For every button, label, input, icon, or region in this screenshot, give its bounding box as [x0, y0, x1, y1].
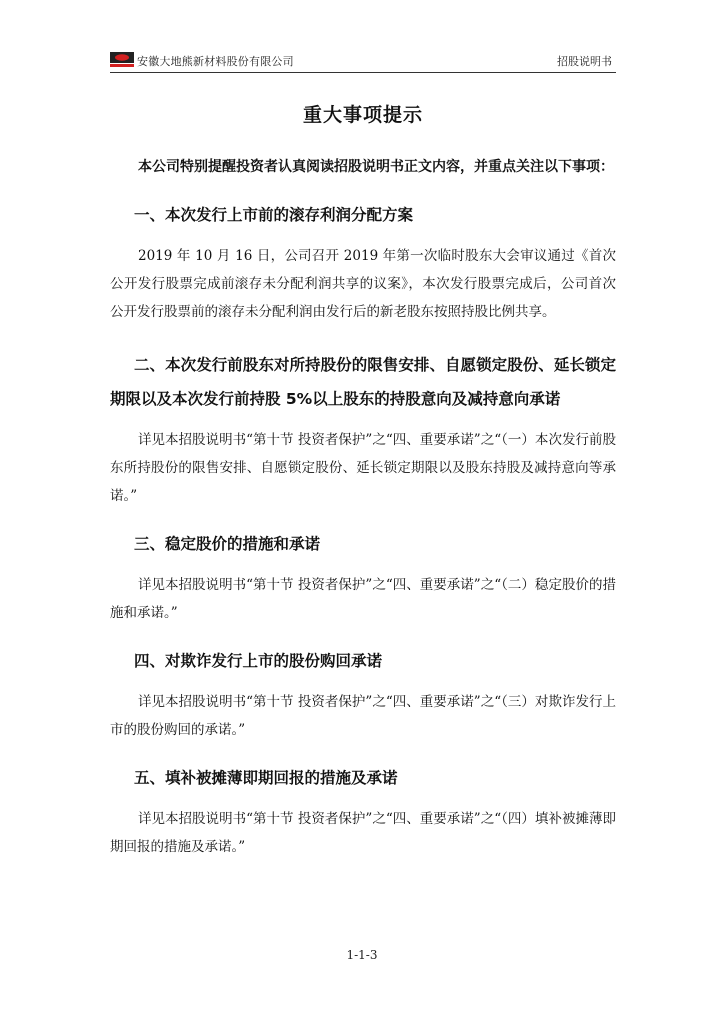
document-type: 招股说明书 [557, 55, 612, 68]
company-name: 安徽大地熊新材料股份有限公司 [137, 55, 294, 68]
page-content [110, 100, 616, 861]
section-heading-4: 四、对欺诈发行上市的股份购回承诺 [134, 652, 383, 670]
section-body-3: 详见本招股说明书“第十节 投资者保护”之“四、重要承诺”之“（二）稳定股价的措施和承诺。” [110, 577, 616, 621]
section-body-1: 2019 年 10 月 16 日，公司召开 2019 年第一次临时股东大会审议通过《首次公开发行股票完成前滚存未分配利润共享的议案》，本次发行股票完成后，公司首次公开发行股票前的滚存未分配利润由发行后的新老股东按照持股比例共享。 [110, 248, 616, 320]
section-heading-1: 一、本次发行上市前的滚存利润分配方案 [134, 206, 414, 224]
section-body-2: 详见本招股说明书“第十节 投资者保护”之“四、重要承诺”之“（一）本次发行前股东所持股份的限售安排、自愿锁定股份、延长锁定期限以及股东持股及减持意向等承诺。” [110, 432, 616, 504]
page-title: 重大事项提示 [302, 104, 423, 126]
page-header [110, 50, 616, 73]
section-body-4: 详见本招股说明书“第十节 投资者保护”之“四、重要承诺”之“（三）对欺诈发行上市的股份购回的承诺。” [110, 694, 616, 738]
section-heading-5: 五、填补被摊薄即期回报的措施及承诺 [134, 769, 398, 787]
page-number: 1-1-3 [346, 948, 378, 962]
section-heading-2: 二、本次发行前股东对所持股份的限售安排、自愿锁定股份、延长锁定期限以及本次发行前持股 5%以上股东的持股意向及减持意向承诺 [110, 356, 616, 408]
company-logo-icon [110, 52, 134, 67]
section-body-5: 详见本招股说明书“第十节 投资者保护”之“四、重要承诺”之“（四）填补被摊薄即期回报的措施及承诺。” [110, 811, 616, 855]
section-heading-3: 三、稳定股价的措施和承诺 [134, 535, 321, 553]
intro-paragraph: 本公司特别提醒投资者认真阅读招股说明书正文内容，并重点关注以下事项： [138, 159, 614, 175]
